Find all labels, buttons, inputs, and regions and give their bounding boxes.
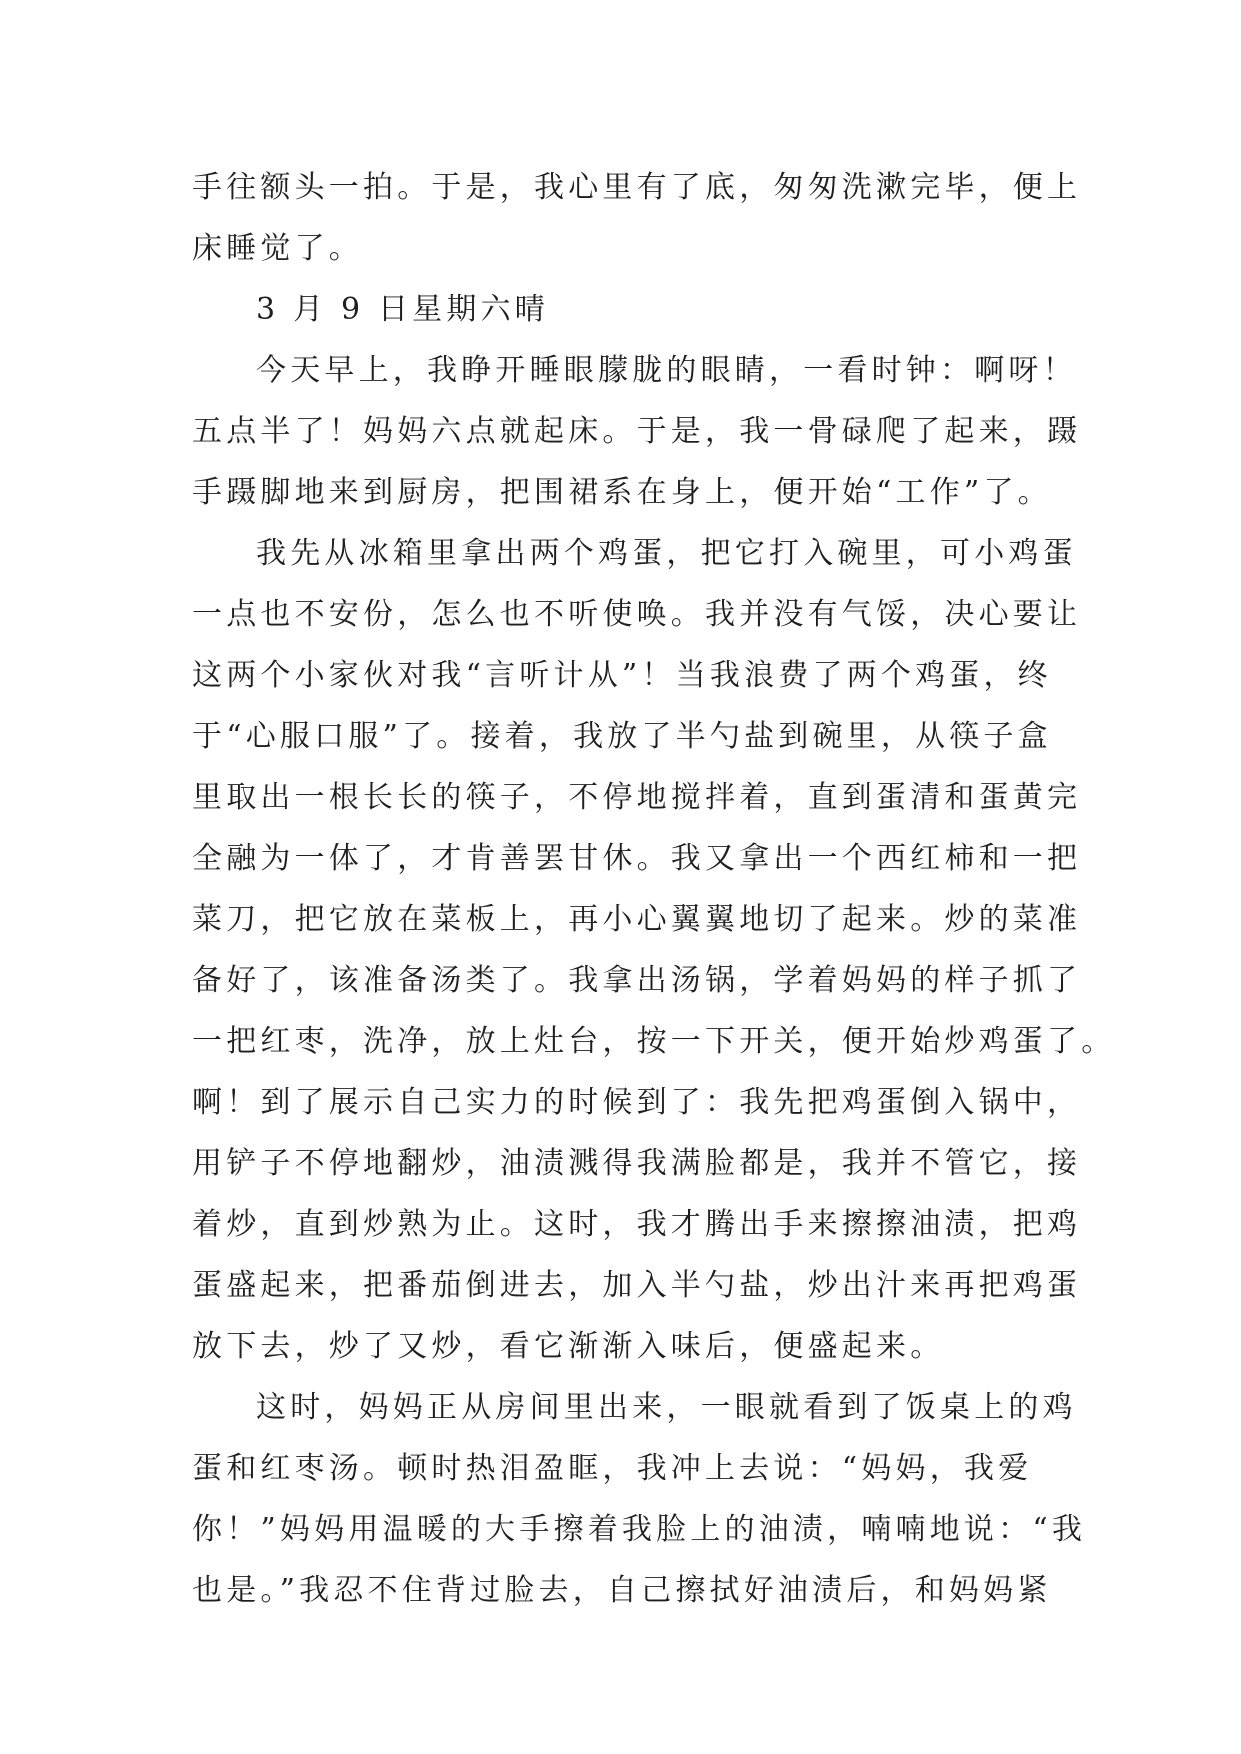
document-body [192,157,1116,1621]
diary-date-heading [192,279,1062,340]
text-line: 全融为一体了，才肯善罢甘休。我又拿出一个西红柿和一把 [192,841,1082,876]
text-line: 手蹑脚地来到厨房，把围裙系在身上，便开始“工作”了。 [192,475,1052,510]
text-line: 蛋和红枣汤。顿时热泪盈眶，我冲上去说：“妈妈，我爱 [192,1451,1033,1486]
text-line: 这时，妈妈正从房间里出来，一眼就看到了饭桌上的鸡 [256,1390,1077,1425]
text-line: 一点也不安份，怎么也不听使唤。我并没有气馁，决心要让 [192,597,1082,632]
text-line: 蛋盛起来，把番茄倒进去，加入半勺盐，炒出汁来再把鸡蛋 [192,1268,1082,1303]
text-line: 一把红枣，洗净，放上灶台，按一下开关，便开始炒鸡蛋了。 [192,1024,1116,1059]
paragraph-morning [192,340,1082,523]
text-line: 菜刀，把它放在菜板上，再小心翼翼地切了起来。炒的菜准 [192,902,1082,937]
text-line: 用铲子不停地翻炒，油渍溅得我满脸都是，我并不管它，接 [192,1146,1082,1181]
text-line: 我先从冰箱里拿出两个鸡蛋，把它打入碗里，可小鸡蛋 [256,536,1077,571]
text-line: 于“心服口服”了。接着，我放了半勺盐到碗里，从筷子盒 [192,719,1052,754]
paragraph-continuation [192,157,1082,279]
text-line: 里取出一根长长的筷子，不停地搅拌着，直到蛋清和蛋黄完 [192,780,1082,815]
text-line: 啊！到了展示自己实力的时候到了：我先把鸡蛋倒入锅中， [192,1085,1082,1120]
text-line: 着炒，直到炒熟为止。这时，我才腾出手来擦擦油渍，把鸡 [192,1207,1082,1242]
text-line: 手往额头一拍。于是，我心里有了底，匆匆洗漱完毕，便上 [192,170,1082,205]
text-line: 五点半了！妈妈六点就起床。于是，我一骨碌爬了起来，蹑 [192,414,1082,449]
text-line: 3 月 9 日星期六晴 [256,292,549,327]
text-line: 备好了，该准备汤类了。我拿出汤锅，学着妈妈的样子抓了 [192,963,1082,998]
text-line: 也是。”我忍不住背过脸去，自己擦拭好油渍后，和妈妈紧 [192,1573,1052,1608]
text-line: 床睡觉了。 [192,231,363,266]
paragraph-mother [192,1377,1087,1621]
text-line: 这两个小家伙对我“言听计从”！当我浪费了两个鸡蛋，终 [192,658,1052,693]
text-line: 你！”妈妈用温暖的大手擦着我脸上的油渍，喃喃地说：“我 [192,1512,1087,1547]
text-line: 今天早上，我睁开睡眼朦胧的眼睛，一看时钟：啊呀！ [256,353,1077,388]
paragraph-cooking [192,523,1116,1377]
text-line: 放下去，炒了又炒，看它渐渐入味后，便盛起来。 [192,1329,945,1364]
